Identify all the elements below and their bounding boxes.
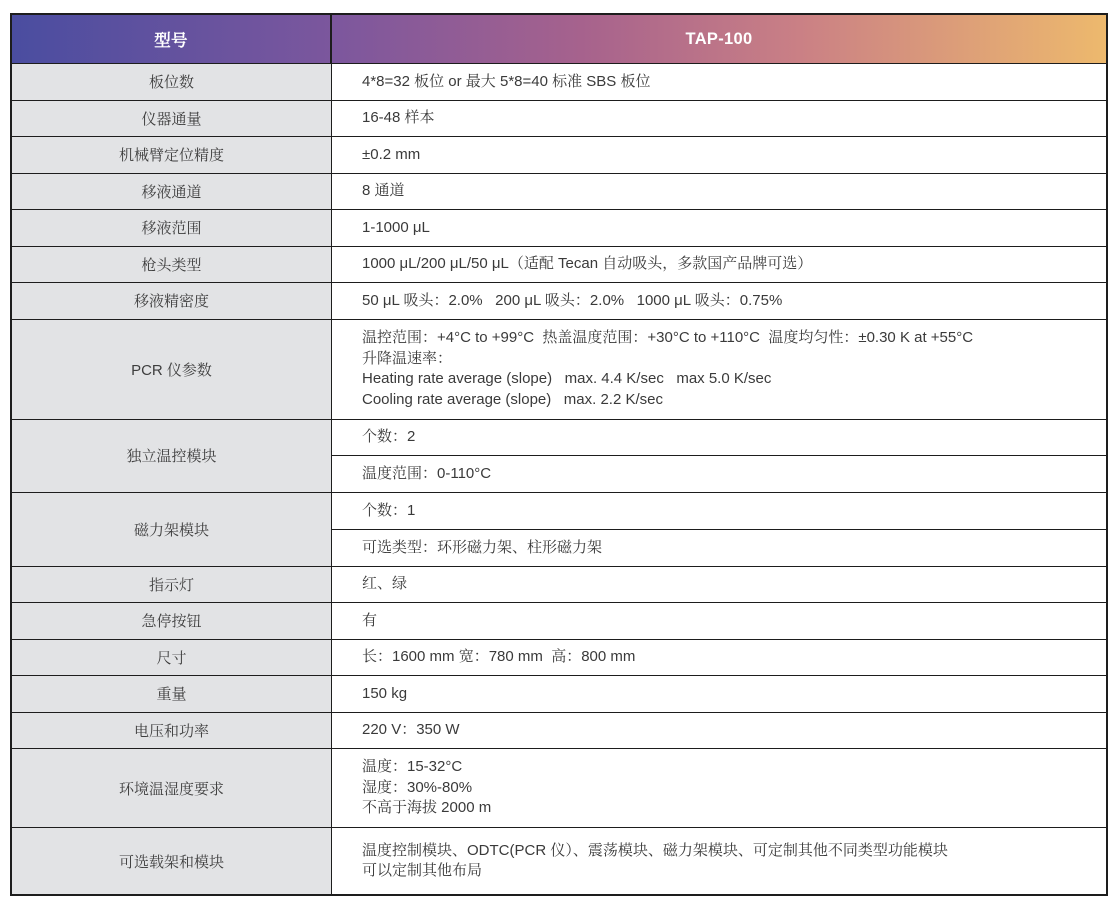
value-text: ±0.2 mm — [362, 145, 421, 163]
subcell — [332, 420, 1106, 456]
row-value — [332, 640, 1106, 676]
table-row — [12, 100, 1106, 137]
row-value — [332, 713, 1106, 749]
table-row — [12, 675, 1106, 712]
value-text: 220 V：350 W — [362, 721, 460, 738]
table-header-row — [12, 15, 1106, 63]
row-label: 机械臂定位精度 — [12, 137, 332, 173]
table-row — [12, 173, 1106, 210]
subcell — [332, 529, 1106, 566]
value-text: Heating rate average (slope) max. 4.4 K/sec max 5.0 K/sec — [362, 370, 772, 387]
subcell — [332, 455, 1106, 492]
row-value — [332, 283, 1106, 319]
value-text: 可以定制其他布局 — [362, 862, 483, 879]
subcell — [332, 493, 1106, 529]
table-row — [12, 319, 1106, 419]
table-row — [12, 282, 1106, 319]
table-row — [12, 246, 1106, 283]
value-text: 个数：1 — [362, 501, 416, 519]
row-label: 指示灯 — [12, 567, 332, 603]
value-text: 1000 μL/200 μL/50 μL（适配 Tecan 自动吸头，多款国产品牌可选） — [362, 255, 813, 272]
row-label: 移液通道 — [12, 174, 332, 210]
row-value — [332, 676, 1106, 712]
table-row — [12, 209, 1106, 246]
value-text: 50 μL 吸头：2.0% 200 μL 吸头：2.0% 1000 μL 吸头：0.75% — [362, 291, 783, 309]
row-value — [332, 64, 1106, 100]
model-name-header: TAP-100 — [685, 29, 753, 48]
row-label: 移液精密度 — [12, 283, 332, 319]
row-label: 重量 — [12, 676, 332, 712]
value-text: 8 通道 — [362, 182, 405, 199]
value-text: 温度范围：0-110°C — [362, 465, 492, 483]
table-row — [12, 63, 1106, 100]
spec-table — [10, 13, 1108, 896]
row-subcells — [332, 420, 1106, 493]
row-label: 枪头类型 — [12, 247, 332, 283]
value-text: Cooling rate average (slope) max. 2.2 K/sec — [362, 390, 663, 408]
table-row — [12, 136, 1106, 173]
row-value — [332, 320, 1106, 419]
value-text: 4*8=32 板位 or 最大 5*8=40 标准 SBS 板位 — [362, 72, 651, 90]
value-text: 升降温速率： — [362, 349, 453, 367]
value-text: 湿度：30%-80% — [362, 778, 473, 796]
row-label: 独立温控模块 — [12, 420, 332, 493]
value-text: 个数：2 — [362, 428, 416, 446]
value-text: 长：1600 mm 宽：780 mm 高：800 mm — [362, 648, 636, 665]
table-row — [12, 748, 1106, 827]
row-value — [332, 210, 1106, 246]
value-text: 温度：15-32°C — [362, 758, 463, 776]
value-text: 温度控制模块、ODTC(PCR 仪）、震荡模块、磁力架模块、可定制其他不同类型功能模块 — [362, 841, 948, 859]
row-label: 移液范围 — [12, 210, 332, 246]
model-column-header: 型号 — [12, 15, 332, 63]
row-label: 尺寸 — [12, 640, 332, 676]
row-value — [332, 749, 1106, 827]
row-subcells — [332, 493, 1106, 566]
table-row — [12, 639, 1106, 676]
row-label: 磁力架模块 — [12, 493, 332, 566]
table-row — [12, 566, 1106, 603]
row-label: 电压和功率 — [12, 713, 332, 749]
row-label: 可选载架和模块 — [12, 828, 332, 894]
value-text: 可选类型：环形磁力架、柱形磁力架 — [362, 538, 603, 556]
row-value — [332, 247, 1106, 283]
row-value — [332, 101, 1106, 137]
value-text: 150 kg — [362, 684, 408, 702]
value-text: 不高于海拔 2000 m — [362, 799, 492, 817]
row-value — [332, 137, 1106, 173]
table-row — [12, 827, 1106, 894]
table-row — [12, 492, 1106, 566]
value-text: 16-48 样本 — [362, 109, 435, 126]
value-text: 1-1000 μL — [362, 218, 430, 236]
row-label: 急停按钮 — [12, 603, 332, 639]
table-row — [12, 712, 1106, 749]
row-label: 板位数 — [12, 64, 332, 100]
value-text: 红、绿 — [362, 575, 408, 592]
value-text: 有 — [362, 611, 378, 629]
table-row — [12, 419, 1106, 493]
value-text: 温控范围：+4°C to +99°C 热盖温度范围：+30°C to +110°C 温度均匀性：±0.30 K at +55°C — [362, 329, 974, 346]
row-label: PCR 仪参数 — [12, 320, 332, 419]
row-value — [332, 567, 1106, 603]
table-row — [12, 602, 1106, 639]
row-value — [332, 828, 1106, 894]
row-value — [332, 603, 1106, 639]
row-value — [332, 174, 1106, 210]
row-label: 仪器通量 — [12, 101, 332, 137]
row-label: 环境温湿度要求 — [12, 749, 332, 827]
